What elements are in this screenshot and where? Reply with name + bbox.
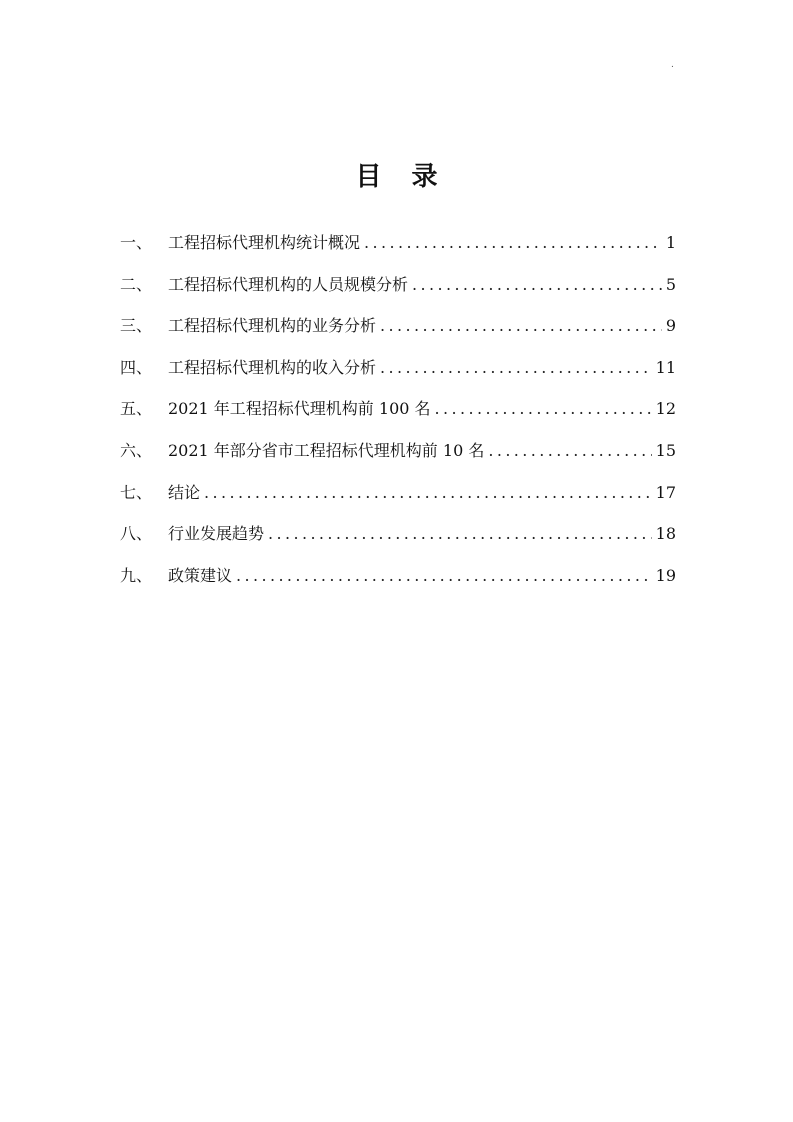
toc-dot-leader [435, 388, 652, 430]
toc-page-number: 15 [655, 440, 676, 460]
toc-page-number: 12 [655, 399, 676, 419]
toc-entry-title[interactable]: 2021 年部分省市工程招标代理机构前 10 名 [168, 440, 485, 460]
toc-entry-title[interactable]: 工程招标代理机构的收入分析 [168, 357, 377, 377]
toc-entry[interactable] [120, 555, 676, 597]
toc-entry[interactable] [120, 472, 676, 514]
toc-entry-title[interactable]: 行业发展趋势 [168, 524, 265, 544]
toc-page-number: 9 [665, 316, 676, 336]
toc-entry-number: 二、 [120, 274, 153, 294]
toc-entry[interactable] [120, 305, 676, 347]
toc-dot-leader [364, 222, 662, 264]
toc-page-number: 1 [665, 233, 676, 252]
toc-entry-title[interactable]: 工程招标代理机构的人员规模分析 [168, 274, 409, 294]
toc-entry-number: 六、 [120, 440, 153, 460]
toc-entry[interactable] [120, 264, 676, 306]
toc-dot-leader [236, 555, 652, 597]
toc-entry-title[interactable]: 2021 年工程招标代理机构前 100 名 [168, 399, 431, 419]
toc-dot-leader [380, 347, 652, 389]
corner-mark: . [671, 60, 674, 70]
toc-dot-leader [204, 472, 652, 514]
toc-page-number: 11 [655, 357, 676, 377]
toc-entry-title[interactable]: 工程招标代理机构的业务分析 [168, 316, 377, 336]
toc-dot-leader [488, 430, 651, 472]
toc-entry-title[interactable]: 工程招标代理机构统计概况 [168, 233, 361, 252]
toc-entry[interactable] [120, 513, 676, 555]
toc-dot-leader [380, 305, 662, 347]
toc-entry[interactable] [120, 388, 676, 430]
table-of-contents [120, 222, 676, 596]
toc-title: 目录 [355, 162, 468, 193]
toc-entry-number: 一、 [120, 233, 153, 252]
toc-entry-number: 五、 [120, 399, 153, 419]
toc-page-number: 17 [655, 482, 676, 502]
toc-page-number: 18 [655, 524, 676, 544]
toc-entry[interactable] [120, 347, 676, 389]
toc-dot-leader [268, 513, 652, 555]
toc-entry[interactable] [120, 222, 676, 264]
toc-page-number: 5 [665, 274, 676, 294]
toc-entry[interactable] [120, 430, 676, 472]
toc-entry-title[interactable]: 结论 [168, 482, 201, 502]
toc-entry-number: 八、 [120, 524, 153, 544]
toc-entry-title[interactable]: 政策建议 [168, 565, 233, 585]
toc-entry-number: 三、 [120, 316, 153, 336]
toc-page-number: 19 [655, 565, 676, 585]
toc-entry-number: 九、 [120, 565, 153, 585]
toc-entry-number: 四、 [120, 357, 153, 377]
toc-entry-number: 七、 [120, 482, 153, 502]
toc-dot-leader [412, 264, 662, 306]
